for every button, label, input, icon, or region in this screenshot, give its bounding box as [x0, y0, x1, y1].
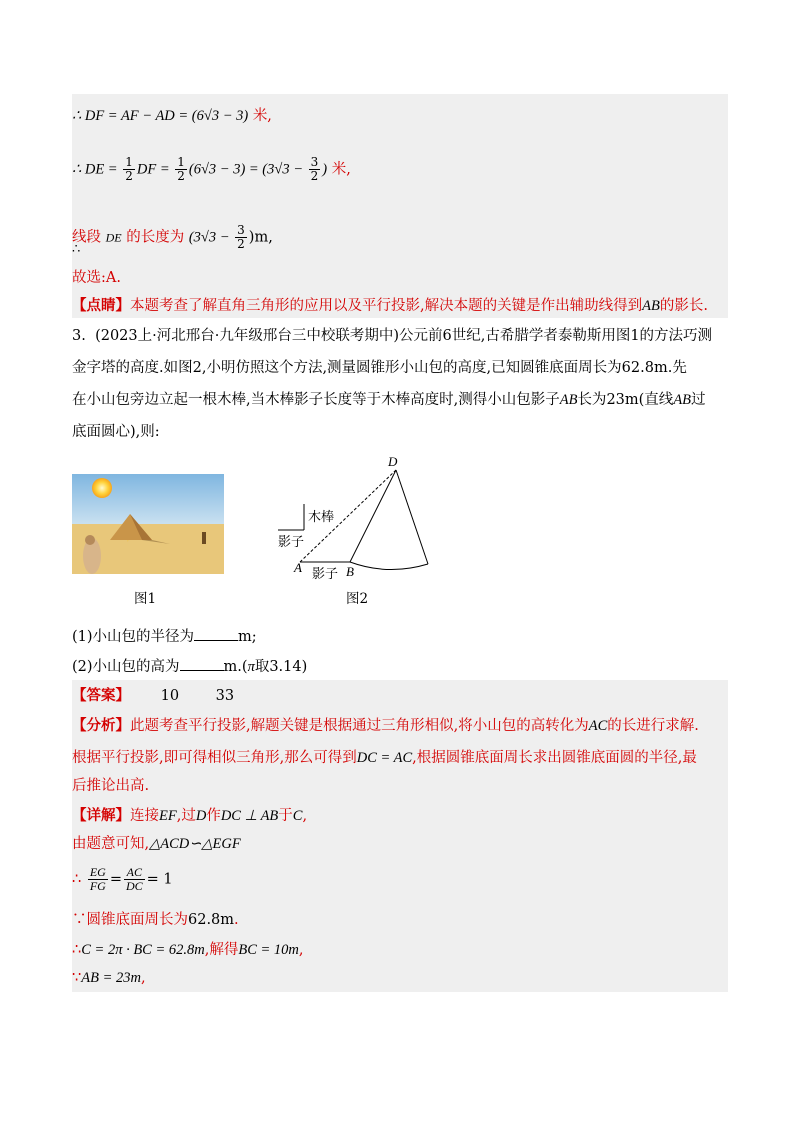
- result-bc: BC = 10m: [238, 942, 299, 958]
- detail-text-4: 圆锥底面周长为: [86, 912, 188, 928]
- eq-dc-perp-ab: DC ⊥ AB: [220, 808, 279, 824]
- detail-line-2: [72, 834, 241, 854]
- problem-number: 3.: [72, 328, 86, 344]
- answer-line: [72, 686, 234, 706]
- comment-var: AB: [642, 298, 660, 314]
- analysis-text-2b: ,根据圆锥底面周长求出圆锥底面圆的半径,最: [412, 750, 697, 766]
- frac-num: 1: [125, 155, 133, 169]
- figure-1-caption: 图1: [134, 591, 157, 607]
- analysis-text-2a: 根据平行投影,即可得相似三角形,那么可得到: [72, 750, 357, 766]
- detail-text-6-end: ,: [140, 970, 146, 986]
- unit-mi: 米,: [252, 108, 272, 124]
- value-perimeter: 62.8m: [621, 360, 668, 376]
- var-d: D: [195, 808, 207, 824]
- line-df: [72, 106, 272, 126]
- unit-mi-2: 米,: [331, 161, 351, 178]
- eq-ab: AB = 23m: [81, 970, 141, 986]
- de-mid2: (6√3 − 3) = (3√3 −: [188, 161, 307, 178]
- question-2: [72, 656, 307, 677]
- fraction-half: [123, 156, 135, 183]
- detail-text-1b: ,过: [176, 808, 196, 824]
- var-ac: AC: [588, 718, 608, 734]
- label-shadow-1: 影子: [278, 535, 305, 550]
- analysis-text-1-end: 的长进行求解.: [607, 718, 699, 734]
- figure-1-pyramid-image: [72, 474, 224, 574]
- fraction-half-2: [175, 156, 187, 183]
- problem-text-2a: 金字塔的高度.如图2,小明仿照这个方法,测量圆锥形小山包的高度,已知圆锥底面周长为: [72, 360, 622, 376]
- solution-block-prev: [72, 94, 728, 318]
- q2-blank: [180, 656, 224, 671]
- problem-line-1: [72, 326, 712, 346]
- answer-value-1: 10: [160, 688, 180, 704]
- detail-line-1: [72, 806, 307, 826]
- detail-line-5: [72, 940, 304, 960]
- problem-line-3: [72, 390, 706, 410]
- therefore-symbol: ∴: [72, 242, 81, 257]
- de-mid: DF =: [136, 161, 174, 178]
- fraction-three-halves-2: [235, 224, 247, 251]
- question-1: [72, 626, 257, 647]
- frac-den: 2: [125, 169, 133, 183]
- pi-symbol: π: [247, 659, 255, 675]
- detail-line-6: [72, 968, 146, 988]
- person-head: [85, 535, 95, 545]
- therefore-symbol-2: ∴: [72, 871, 82, 888]
- detail-text-1e: ,: [302, 808, 308, 824]
- q1-unit: m;: [238, 629, 257, 645]
- de-prefix: ∴ DE =: [72, 161, 122, 178]
- frac-den: DC: [126, 879, 143, 893]
- analysis-line-3: 后推论出高.: [72, 778, 150, 794]
- point-b-label: B: [346, 564, 354, 579]
- q1-blank: [194, 626, 238, 641]
- sun-icon: [92, 478, 112, 498]
- stick-shape: [202, 532, 206, 544]
- point-a-label: A: [294, 560, 302, 575]
- frac-num: EG: [89, 865, 106, 879]
- frac-den: FG: [89, 879, 106, 893]
- frac-den: 2: [177, 169, 185, 183]
- problem-text-3c: (直线: [638, 392, 674, 408]
- text-segment: 线段: [72, 229, 101, 246]
- point-d-label: D: [388, 454, 398, 469]
- problem-source: (2023上·河北邢台·九年级邢台三中校联考期中)公元前6世纪,古希腊学者泰勒斯用图1的方法巧测: [95, 328, 713, 344]
- eq-dc-ac: DC = AC: [356, 750, 413, 766]
- detail-line-4: [72, 910, 239, 930]
- var-c: C: [292, 808, 303, 824]
- problem-text-2b: .先: [667, 360, 687, 376]
- cone-right-edge: [396, 470, 428, 564]
- length-end: )m,: [248, 229, 273, 246]
- analysis-line-2: [72, 748, 697, 768]
- detail-text-4-end: .: [234, 912, 239, 928]
- q2-text: (2)小山包的高为: [72, 659, 180, 675]
- therefore-symbol-3: ∴: [72, 942, 82, 958]
- problem-text-3b: 长为: [577, 392, 607, 408]
- detail-text-5b: ,解得: [204, 942, 239, 958]
- answer-value-2: 33: [215, 688, 235, 704]
- label-shadow-2: 影子: [312, 567, 339, 582]
- detail-text-1a: 连接: [130, 808, 159, 824]
- line-de: [72, 156, 351, 183]
- cone-base-arc: [350, 562, 428, 570]
- frac-den: 2: [237, 237, 245, 251]
- df-equation: ∴ DF = AF − AD = (6√3 − 3): [72, 108, 249, 124]
- q1-text: (1)小山包的半径为: [72, 629, 195, 645]
- var-de: DE: [105, 230, 122, 245]
- value-perimeter-2: 62.8m: [188, 912, 235, 928]
- q2-pi-note: 取3.14): [254, 659, 308, 675]
- because-symbol: ∵: [72, 912, 87, 928]
- label-stick: 木棒: [308, 510, 335, 525]
- analysis-text-1: 此题考查平行投影,解题关键是根据通过三角形相似,将小山包的高转化为: [130, 718, 589, 734]
- frac-den: 2: [310, 169, 319, 183]
- de-end: ): [322, 161, 328, 178]
- eq-circumference: C = 2π · BC = 62.8m: [81, 942, 205, 958]
- var-ab: AB: [559, 392, 578, 408]
- analysis-tag: 【分析】: [72, 717, 130, 734]
- detail-tag: 【详解】: [72, 807, 130, 824]
- answer-tag: 【答案】: [72, 687, 130, 704]
- problem-line-4: 底面圆心),则:: [72, 424, 160, 440]
- detail-text-1c: 作: [206, 808, 221, 824]
- frac-num: AC: [124, 866, 145, 880]
- problem-text-3d: 过: [691, 392, 706, 408]
- comment-text: 本题考查了解直角三角形的应用以及平行投影,解决本题的关键是作出辅助线得到: [130, 298, 643, 314]
- q2-unit: m.(: [223, 659, 248, 675]
- frac-num: 3: [310, 155, 319, 169]
- var-ab-2: AB: [673, 392, 692, 408]
- fraction-three-halves: [309, 156, 321, 183]
- text-length-is: 的长度为: [126, 229, 185, 246]
- cone-left-edge: [350, 470, 396, 562]
- figure-2-caption: 图2: [346, 591, 369, 607]
- detail-text-5c: ,: [298, 942, 304, 958]
- line-de-length: [72, 224, 273, 251]
- var-ef: EF: [159, 808, 177, 824]
- choice-line: 故选:A.: [72, 270, 121, 286]
- frac-num: 1: [177, 155, 185, 169]
- detail-line-3: ∴ $\frac{EG}{FG}$ = $\frac{AC}{DC}$ = 1: [72, 865, 173, 893]
- ratio-result: = 1: [146, 871, 173, 888]
- fraction-ac-dc: [124, 866, 145, 893]
- analysis-line-1: [72, 716, 699, 736]
- because-symbol-2: ∵: [72, 970, 82, 986]
- figure-2-diagram: [260, 454, 450, 584]
- fraction-eg-fg: [88, 866, 108, 893]
- similar-triangles: △ACD∽△EGF: [149, 836, 241, 852]
- comment-line: [72, 296, 708, 316]
- length-math: (3√3 −: [188, 229, 234, 246]
- detail-text-1d: 于: [278, 808, 293, 824]
- comment-tag: 【点睛】: [72, 297, 130, 314]
- frac-num: 3: [237, 223, 245, 237]
- comment-end: 的影长.: [659, 298, 708, 314]
- problem-text-3a: 在小山包旁边立起一根木棒,当木棒影子长度等于木棒高度时,测得小山包影子: [72, 392, 560, 408]
- value-shadow: 23m: [606, 392, 639, 408]
- detail-text-2a: 由题意可知,: [72, 836, 150, 852]
- problem-line-2: [72, 358, 687, 378]
